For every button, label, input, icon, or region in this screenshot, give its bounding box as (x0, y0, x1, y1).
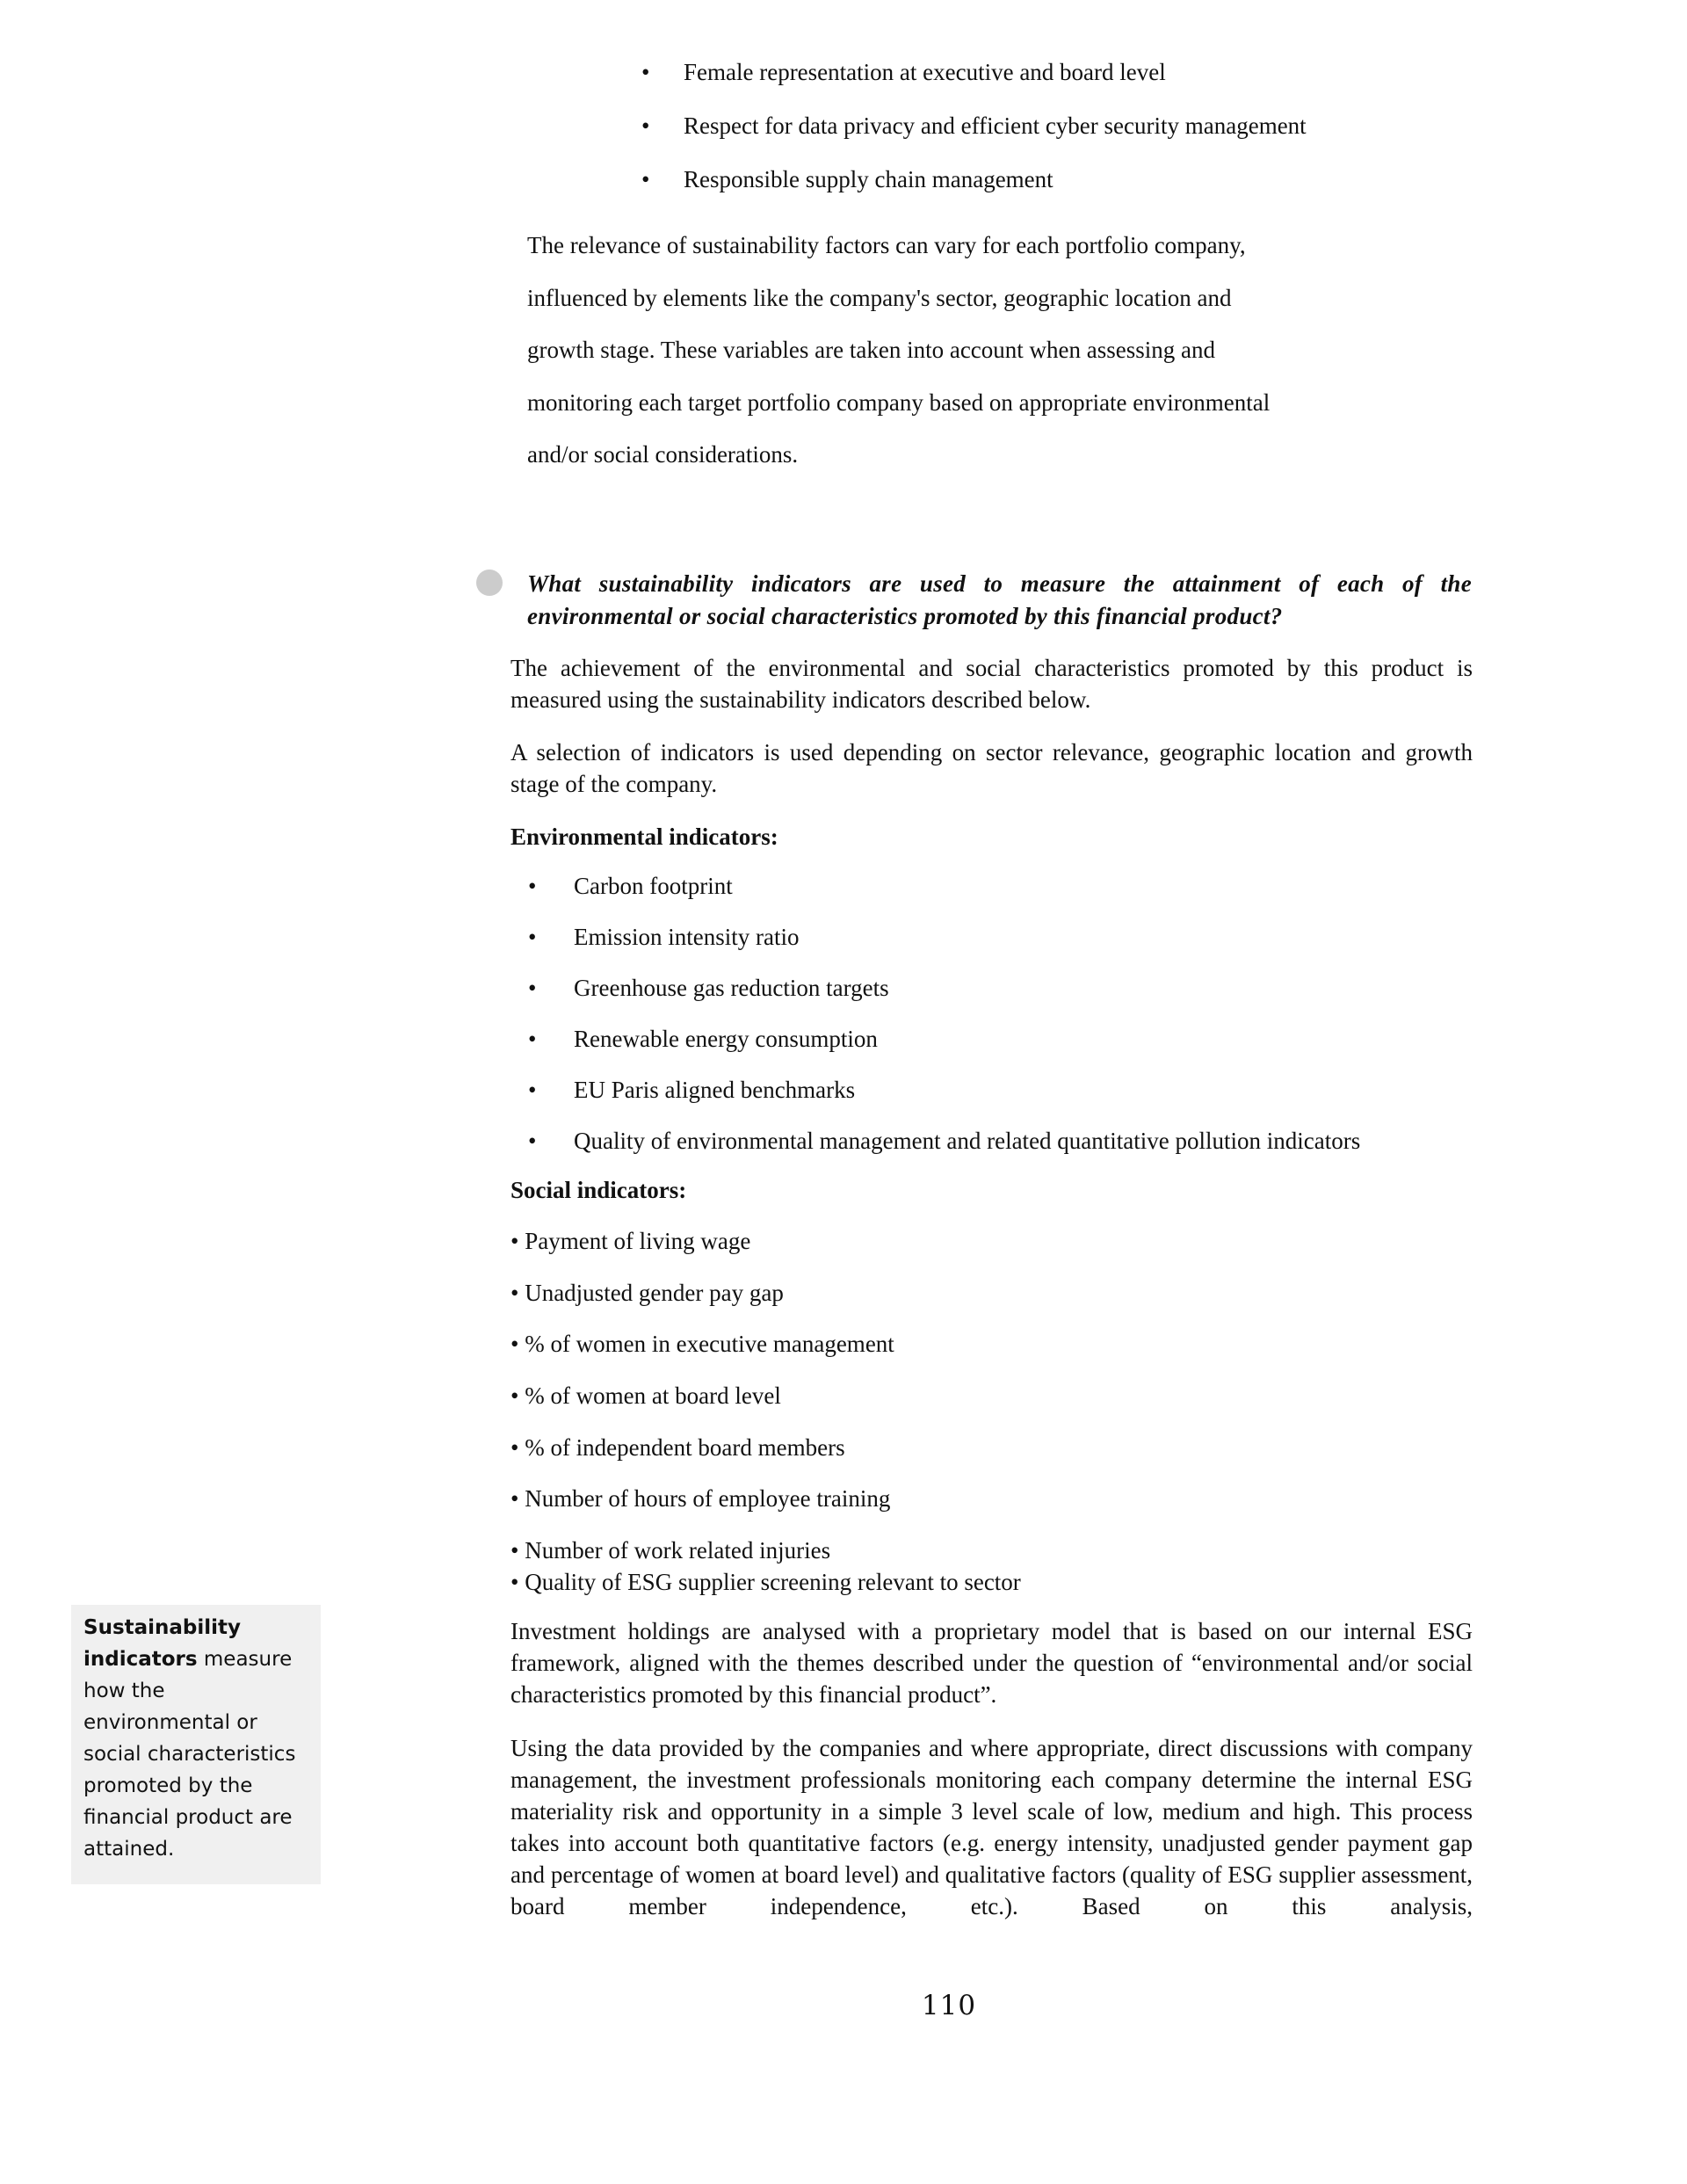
list-item: • Number of work related injuries (510, 1537, 831, 1564)
list-item: • Female representation at executive and board level (631, 54, 1510, 90)
list-item: • % of women in executive management (510, 1331, 894, 1358)
intro-paragraph: The achievement of the environmental and social characteristics promoted by this product is measured using the sustainability indicators described below. (510, 655, 1473, 713)
question-circle-icon (476, 570, 503, 596)
list-item: • Responsible supply chain management (631, 162, 1510, 197)
page-number: 110 (921, 1990, 977, 2021)
paragraph-line: The relevance of sustainability factors can vary for each portfolio company, (527, 232, 1246, 258)
paragraph-line: influenced by elements like the company's sector, geographic location and (527, 284, 1232, 311)
list-item: • Quality of environmental management and related quantitative pollution indicators (510, 1125, 1477, 1157)
bullet-icon: • (641, 112, 650, 139)
paragraph-line: monitoring each target portfolio company based on appropriate environmental (527, 388, 1271, 416)
list-item: • Greenhouse gas reduction targets (510, 972, 1477, 1004)
environmental-indicator-list (510, 870, 1477, 1176)
list-item: • EU Paris aligned benchmarks (510, 1074, 1477, 1106)
bullet-icon: • (528, 1128, 537, 1154)
list-item: • Emission intensity ratio (510, 921, 1477, 953)
environmental-heading: Environmental indicators: (510, 824, 778, 850)
selection-paragraph: A selection of indicators is used depending on sector relevance, geographic location and growth stage of the company. (510, 739, 1473, 797)
bullet-icon: • (528, 924, 537, 950)
holdings-paragraph: Investment holdings are analysed with a proprietary model that is based on our internal ESG framework, aligned with the themes described under the question of “environmental and/or social characteristics promoted by this financial product”. (510, 1618, 1473, 1708)
sidebar-note (71, 1605, 321, 1884)
list-item: • Respect for data privacy and efficient cyber security management (631, 108, 1510, 143)
paragraph-line: growth stage. These variables are taken into account when assessing and (527, 337, 1215, 363)
list-item: • Unadjusted gender pay gap (510, 1279, 784, 1306)
social-heading: Social indicators: (510, 1177, 687, 1203)
list-item: • Payment of living wage (510, 1228, 751, 1254)
paragraph-line: and/or social considerations. (527, 441, 799, 468)
sidebar-term: Sustainability indicators (83, 1616, 242, 1671)
relevance-paragraph (527, 220, 1388, 482)
bullet-icon: • (528, 975, 537, 1001)
social-indicator-list (510, 1225, 1477, 1618)
top-bullet-list (631, 54, 1510, 215)
bullet-icon: • (528, 1026, 537, 1052)
bullet-icon: • (641, 166, 650, 192)
bullet-icon: • (528, 1077, 537, 1103)
list-item: • Quality of ESG supplier screening relevant to sector (510, 1569, 1021, 1596)
bullet-icon: • (641, 59, 650, 85)
sidebar-definition: measure how the environmental or social characteristics promoted by the financial product are attained. (83, 1648, 296, 1861)
list-item: • % of independent board members (510, 1433, 845, 1461)
list-item: • Renewable energy consumption (510, 1023, 1477, 1055)
list-item: • % of women at board level (510, 1382, 781, 1410)
list-item: • Number of hours of employee training (510, 1485, 891, 1513)
list-item: • Carbon footprint (510, 870, 1477, 902)
data-analysis-paragraph: Using the data provided by the companies and where appropriate, direct discussions with company management, the investment professionals monitoring each company determine the internal ESG materiality risk and opportunity in a simple 3 level scale of low, medium and high. This process takes into account both quantitative factors (e.g. energy intensity, unadjusted gender payment gap and percentage of women at board level) and qualitative factors (quality of ESG supplier assessment, board member independence, etc.). Based on this analysis, (510, 1735, 1473, 1919)
bullet-icon: • (528, 873, 537, 899)
question-heading: What sustainability indicators are used to measure the attainment of each of the environmental or social characteristics promoted by this financial product? (527, 570, 1472, 629)
